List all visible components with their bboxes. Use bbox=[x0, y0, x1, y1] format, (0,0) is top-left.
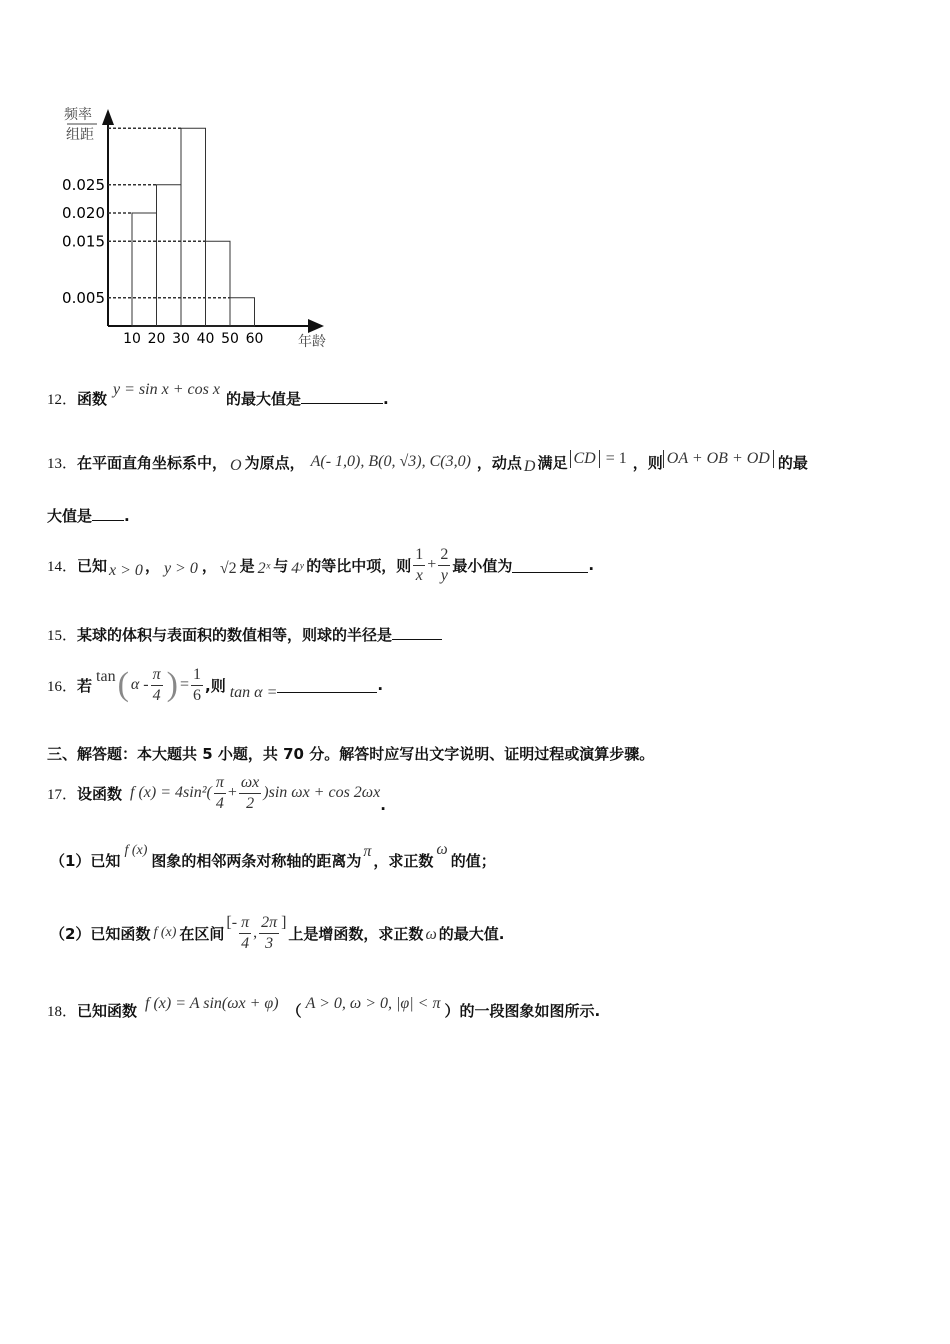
fraction-pi-over-4 bbox=[239, 913, 251, 954]
question-text: ，求正数 bbox=[373, 852, 434, 870]
question-13-cont bbox=[47, 505, 130, 527]
numerator: 2 bbox=[438, 545, 450, 566]
math-expression: 4ʸ bbox=[291, 560, 304, 577]
denominator: y bbox=[440, 566, 448, 584]
question-text: （2）已知函数 bbox=[50, 924, 151, 943]
x-tick-label: 60 bbox=[245, 331, 264, 347]
question-text: 某球的体积与表面积的数值相等，则球的半径是 bbox=[77, 626, 393, 644]
answer-blank[interactable] bbox=[277, 678, 377, 693]
question-text: 是 bbox=[239, 556, 255, 575]
denominator: 4 bbox=[152, 686, 161, 704]
fraction-pi-over-4 bbox=[151, 665, 163, 706]
question-text: 的等比中项，则 bbox=[306, 556, 412, 575]
question-number: 13． bbox=[47, 456, 78, 472]
histogram-bar bbox=[230, 298, 255, 326]
math-expression: x > 0 bbox=[109, 562, 143, 579]
period: . bbox=[382, 390, 389, 408]
question-text: 已知函数 bbox=[77, 1001, 138, 1020]
x-axis-label: 年龄 bbox=[298, 334, 326, 350]
y-tick-label: 0.025 bbox=[62, 175, 105, 194]
math-expression: f (x) bbox=[153, 925, 177, 940]
math-expression: CD bbox=[570, 450, 600, 468]
math-expression: = 1 bbox=[605, 450, 627, 467]
math-expression: 2ˣ bbox=[257, 560, 271, 577]
fraction-pi-over-4 bbox=[214, 773, 226, 814]
question-text: 已知 bbox=[77, 556, 108, 575]
answer-blank[interactable] bbox=[512, 558, 588, 573]
question-text: 上是增函数，求正数 bbox=[288, 924, 424, 943]
question-16 bbox=[47, 660, 383, 710]
math-expression: OA + OB + OD bbox=[663, 450, 774, 468]
question-12 bbox=[47, 381, 389, 418]
question-text: 在平面直角坐标系中， bbox=[77, 454, 228, 472]
numerator: 2π bbox=[259, 913, 279, 934]
section-3-heading bbox=[47, 743, 654, 765]
answer-blank[interactable] bbox=[301, 389, 383, 404]
question-15 bbox=[47, 624, 442, 646]
question-text: ）的一段图象如图所示. bbox=[444, 1001, 601, 1020]
question-text: 图象的相邻两条对称轴的距离为 bbox=[151, 852, 362, 870]
question-text: 若 bbox=[77, 676, 93, 695]
plus-sign: + bbox=[427, 556, 437, 573]
question-text: （ bbox=[286, 1001, 302, 1020]
question-text: 设函数 bbox=[77, 784, 123, 803]
question-number: 14． bbox=[47, 558, 78, 575]
comma: , bbox=[253, 924, 258, 941]
denominator: 2 bbox=[246, 794, 255, 812]
answer-blank[interactable] bbox=[92, 506, 124, 521]
question-text: 的值； bbox=[450, 852, 496, 870]
left-bracket: [- bbox=[226, 914, 238, 931]
y-tick-label: 0.015 bbox=[62, 232, 105, 251]
math-expression: O bbox=[230, 457, 242, 474]
math-expression: D bbox=[523, 458, 536, 475]
left-paren: ( bbox=[117, 666, 129, 703]
histogram-bar bbox=[206, 241, 231, 326]
question-17 bbox=[47, 768, 386, 818]
math-expression: π bbox=[363, 843, 372, 860]
math-expression: ω bbox=[436, 841, 448, 858]
denominator: 6 bbox=[193, 686, 202, 704]
x-tick-label: 10 bbox=[123, 331, 141, 347]
question-text: ， bbox=[201, 556, 217, 575]
question-text: 大值是 bbox=[47, 507, 93, 525]
question-number: 12． bbox=[47, 392, 78, 408]
x-tick-label: 30 bbox=[172, 331, 190, 347]
denominator: 3 bbox=[265, 934, 274, 952]
math-expression: y = sin x + cos x bbox=[113, 381, 220, 398]
question-text: ，则 bbox=[632, 454, 663, 472]
y-tick-label: 0.005 bbox=[62, 288, 105, 307]
frequency-histogram bbox=[50, 95, 340, 355]
math-expression: f (x) = 4sin²( bbox=[130, 784, 212, 801]
math-expression: y > 0 bbox=[163, 560, 198, 577]
question-text: 满足 bbox=[537, 454, 568, 472]
x-tick-label: 40 bbox=[196, 331, 215, 347]
math-expression: )sin ωx + cos 2ωx bbox=[263, 784, 381, 801]
question-text: （1）已知 bbox=[50, 852, 121, 870]
question-18 bbox=[47, 993, 600, 1027]
fraction-1-over-x bbox=[413, 545, 425, 586]
equals-sign: = bbox=[179, 676, 190, 693]
question-text: 的最大值. bbox=[438, 924, 505, 943]
numerator: π bbox=[151, 665, 163, 686]
right-paren: ) bbox=[166, 666, 178, 703]
right-bracket: ] bbox=[281, 914, 287, 931]
period: . bbox=[124, 507, 130, 525]
question-17-part-2 bbox=[50, 908, 504, 958]
denominator: 4 bbox=[215, 794, 224, 812]
question-text: ，动点 bbox=[476, 454, 522, 472]
y-axis-label-1: 频率 bbox=[64, 107, 92, 123]
question-text: 与 bbox=[273, 556, 289, 575]
plus-sign: + bbox=[227, 784, 237, 801]
math-expression: f (x) = A sin(ωx + φ) bbox=[145, 995, 279, 1012]
question-number: 15． bbox=[47, 628, 78, 644]
x-tick-label: 50 bbox=[221, 331, 239, 347]
period: . bbox=[588, 556, 595, 574]
histogram-bar bbox=[132, 213, 157, 326]
math-expression: ω bbox=[425, 926, 437, 943]
section-heading: 三、解答题：本大题共 5 小题，共 70 分。解答时应写出文字说明、证明过程或演算步骤。 bbox=[47, 745, 655, 763]
math-expression: f (x) bbox=[124, 843, 148, 858]
fraction-2pi-over-3 bbox=[259, 913, 279, 954]
question-text: 的最 bbox=[777, 454, 808, 472]
x-axis-arrow bbox=[308, 319, 324, 333]
numerator: π bbox=[239, 913, 251, 934]
y-axis-label-2: 组距 bbox=[66, 127, 94, 143]
y-tick-label: 0.020 bbox=[62, 204, 105, 222]
denominator: x bbox=[415, 566, 423, 584]
fraction-wx-over-2 bbox=[239, 773, 261, 814]
math-expression: α - bbox=[130, 676, 149, 693]
question-text: 函数 bbox=[77, 390, 108, 408]
histogram-bar bbox=[157, 185, 182, 326]
math-expression: tan α = bbox=[229, 684, 278, 701]
y-axis-arrow bbox=[102, 109, 114, 125]
denominator: 4 bbox=[241, 934, 250, 952]
math-expression: A > 0, ω > 0, |φ| < π bbox=[305, 995, 441, 1012]
math-expression: √2 bbox=[219, 560, 237, 577]
x-tick-label: 20 bbox=[147, 331, 166, 347]
question-text: ， bbox=[144, 556, 160, 575]
question-number: 17． bbox=[47, 786, 78, 803]
question-13 bbox=[47, 452, 808, 480]
question-text: ,则 bbox=[205, 676, 226, 695]
question-number: 18． bbox=[47, 1003, 78, 1020]
fraction-1-over-6 bbox=[191, 665, 203, 706]
histogram-bar bbox=[181, 128, 206, 326]
period: . bbox=[377, 676, 384, 694]
numerator: ωx bbox=[239, 773, 261, 794]
question-text: 为原点， bbox=[244, 454, 305, 472]
numerator: π bbox=[214, 773, 226, 794]
question-number: 16． bbox=[47, 678, 78, 695]
question-text: 最小值为 bbox=[452, 556, 513, 575]
question-text: 在区间 bbox=[179, 924, 225, 943]
numerator: 1 bbox=[413, 545, 425, 566]
answer-blank[interactable] bbox=[392, 625, 442, 640]
question-14 bbox=[47, 540, 594, 590]
math-expression: tan bbox=[96, 668, 116, 685]
math-expression: A(- 1,0), B(0, √3), C(3,0) bbox=[310, 453, 471, 470]
numerator: 1 bbox=[191, 665, 203, 686]
fraction-2-over-y bbox=[438, 545, 450, 586]
question-17-part-1 bbox=[50, 841, 496, 880]
question-text: 的最大值是 bbox=[225, 390, 301, 408]
period: . bbox=[380, 796, 386, 814]
